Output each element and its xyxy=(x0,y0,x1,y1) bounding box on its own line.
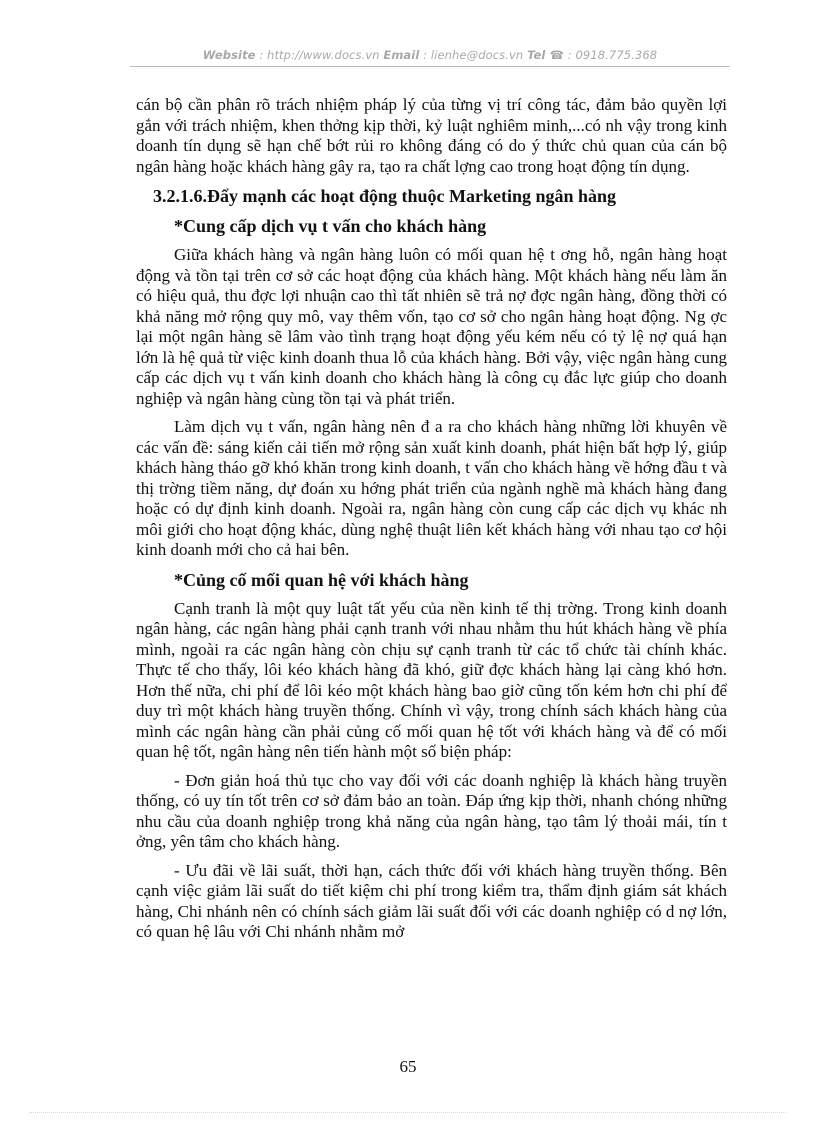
subsection-heading-advisory: *Cung cấp dịch vụ t vấn cho khách hàng xyxy=(174,216,487,236)
footer-divider xyxy=(30,1112,786,1113)
page-number: 65 xyxy=(399,1057,417,1076)
email-value: : lienhe@docs.vn xyxy=(423,48,524,62)
paragraph-continuation: cán bộ cần phân rõ trách nhiệm pháp lý của từng vị trí công tác, đảm bảo quyền lợi gắn với trách nhiệm, khen thởng kịp thời, kỷ luật nghiêm minh,...có nh vậy trong kinh doanh tín dụng sẽ hạn chế bớt rủi ro không đáng có do ý thức chủ quan của cán bộ ngân hàng hoặc khách hàng gây ra, tạo ra chất lợng cao trong hoạt động tín dụng. xyxy=(136,95,727,176)
subsection-heading-relationship: *Củng cố mối quan hệ với khách hàng xyxy=(174,569,469,590)
website-label: Website xyxy=(202,48,256,62)
tel-label: Tel ☎ xyxy=(527,48,564,62)
paragraph: Giữa khách hàng và ngân hàng luôn có mối quan hệ t ơng hỗ, ngân hàng hoạt động và tồn tại trên cơ sở các hoạt động của khách hàng. Một khách hàng nếu làm ăn có hiệu quả, thu đợc lợi nhuận cao thì tất nhiên sẽ trả nợ đợc ngân hàng, đồng thời có khả năng mở rộng quy mô, vay thêm vốn, tạo cơ sở cho ngân hàng hoạt động. Ng ợc lại một ngân hàng sẽ lâm vào tình trạng hoạt động yếu kém nếu có tỷ lệ nợ quá hạn lớn là hệ quả từ việc kinh doanh thua lỗ của khách hàng. Bởi vậy, việc ngân hàng cung cấp các dịch vụ t vấn kinh doanh cho khách hàng là công cụ đắc lực giúp cho doanh nghiệp và ngân hàng cùng tồn tại và phát triển. xyxy=(136,245,727,408)
paragraph: - Ưu đãi về lãi suất, thời hạn, cách thức đối với khách hàng truyền thống. Bên cạnh việc giảm lãi suất do tiết kiệm chi phí trong kiểm tra, thẩm định giám sát khách hàng, Chi nhánh nên có chính sách giảm lãi suất đối với các doanh nghiệp có d nợ lớn, có quan hệ lâu với Chi nhánh nhằm mở xyxy=(136,860,727,941)
email-label: Email xyxy=(383,48,420,62)
website-value: : http://www.docs.vn xyxy=(259,48,380,62)
paragraph: Làm dịch vụ t vấn, ngân hàng nên đ a ra cho khách hàng những lời khuyên về các vấn đề: sáng kiến cải tiến mở rộng sản xuất kinh doanh, phát hiện bất hợp lý, giúp khách hàng tháo gỡ khó khăn trong kinh doanh, t vấn cho khách hàng về hớng đầu t và thị trờng tiềm năng, dự đoán xu hớng phát triển của ngành nghề mà khách hàng đang hoặc có dự định kinh doanh. Ngoài ra, ngân hàng còn cung cấp các dịch vụ khác nh môi giới cho hoạt động khác, dùng nghệ thuật liên kết khách hàng với nhau tạo cơ hội kinh doanh mới cho cả hai bên. xyxy=(136,417,727,559)
document-body xyxy=(136,95,727,951)
section-heading: 3.2.1.6.Đẩy mạnh các hoạt động thuộc Marketing ngân hàng xyxy=(153,186,617,206)
header-divider xyxy=(130,66,730,67)
page-header xyxy=(130,48,730,62)
paragraph: Cạnh tranh là một quy luật tất yếu của nền kinh tế thị trờng. Trong kinh doanh ngân hàng, các ngân hàng phải cạnh tranh với nhau nhằm thu hút khách hàng về phía mình, ngoài ra các ngân hàng còn chịu sự cạnh tranh từ các tổ chức tài chính khác. Thực tế cho thấy, lôi kéo khách hàng đã khó, giữ đợc khách hàng lại càng khó hơn. Hơn thế nữa, chi phí để lôi kéo một khách hàng bao giờ cũng tốn kém hơn chi phí để duy trì một khách hàng truyền thống. Chính vì vậy, trong chính sách khách hàng của mình các ngân hàng cần phải củng cố mối quan hệ tốt với khách hàng và để có mối quan hệ tốt, ngân hàng nên tiến hành một số biện pháp: xyxy=(136,598,727,761)
paragraph: - Đơn giản hoá thủ tục cho vay đối với các doanh nghiệp là khách hàng truyền thống, có uy tín tốt trên cơ sở đảm bảo an toàn. Đáp ứng kịp thời, nhanh chóng những nhu cầu của doanh nghiệp trong khả năng của ngân hàng, tạo tâm lý thoải mái, tín t ởng, yên tâm cho khách hàng. xyxy=(136,770,727,851)
tel-value: : 0918.775.368 xyxy=(567,48,658,62)
